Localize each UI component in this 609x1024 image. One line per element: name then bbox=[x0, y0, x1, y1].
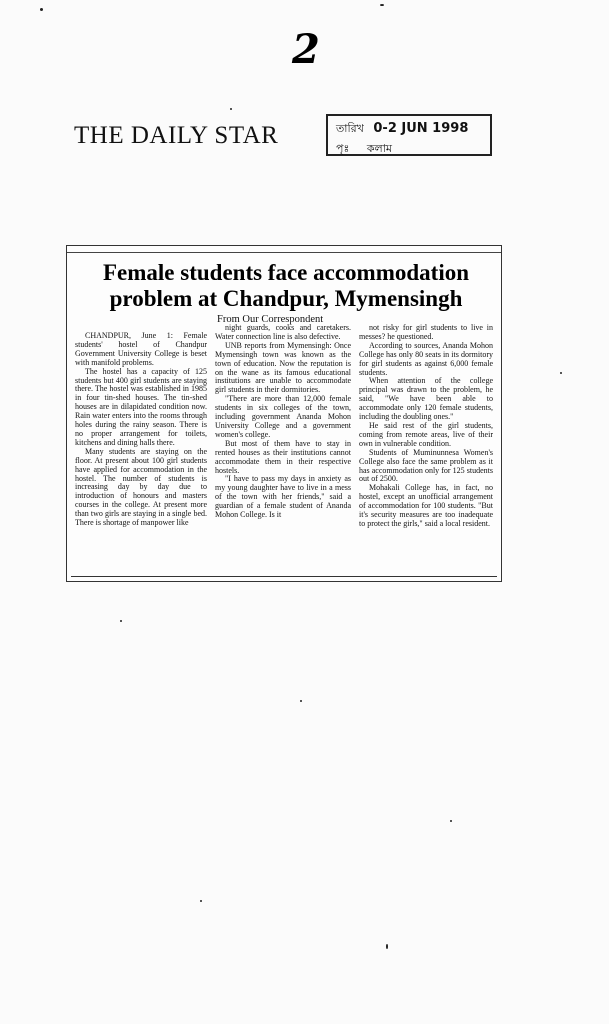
stamp-date-value: 0-2 JUN 1998 bbox=[373, 121, 469, 136]
news-clipping bbox=[66, 245, 502, 582]
scan-speck bbox=[380, 4, 384, 6]
paragraph: "I have to pass my days in anxiety as my young daughter have to live in a mess of the town with her friends," said a guardian of a female student of Ananda Mohon College. Is it bbox=[215, 474, 351, 520]
paragraph: When attention of the college principal was drawn to the problem, he said, "We have been able to accommodate only 120 female students, including the doubling ones." bbox=[359, 376, 493, 422]
article-column-3 bbox=[359, 324, 493, 529]
paragraph: But most of them have to stay in rented houses as their institutions cannot accommodate them in their respective hostels. bbox=[215, 438, 351, 475]
article-headline bbox=[81, 260, 491, 312]
scan-speck bbox=[560, 372, 562, 374]
paragraph: "There are more than 12,000 female students in six colleges of the town, including government Ananda Mohon University College and a government women's college. bbox=[215, 394, 351, 439]
scan-speck bbox=[450, 820, 452, 822]
article-byline: From Our Correspondent bbox=[217, 314, 324, 325]
paragraph: Mohakali College has, in fact, no hostel, except an unofficial arrangement of accommodation for 100 students. "But it's security measures are too inadequate to protect the girls," said a local resident. bbox=[359, 483, 493, 528]
headline-line-1: Female students face accommodation bbox=[102, 260, 469, 285]
paragraph: UNB reports from Mymensingh: Once Mymensingh town was known as the town of education. Now the reputation is on the wane as its famous educational institutions are unable to accommodate girl students in their dormitories. bbox=[215, 340, 351, 395]
paragraph: Many students are staying on the floor. At present about 100 girl students have applied for accommodation in the hostel. The number of students is increasing day by day due to introduction of honours and masters courses in the college. At present more than two girls are staying in a single bed. There is shortage of manpower like bbox=[75, 446, 207, 528]
scan-speck bbox=[40, 8, 43, 11]
scan-speck bbox=[300, 700, 302, 702]
paragraph: not risky for girl students to live in messes? he questioned. bbox=[359, 323, 493, 341]
stamp-page-label: পৃঃ bbox=[336, 142, 350, 155]
scan-speck bbox=[120, 620, 122, 622]
paragraph: According to sources, Ananda Mohon College has only 80 seats in its dormitory for girl students as against 6,000 female students. bbox=[359, 340, 493, 377]
clipping-bottom-rule bbox=[71, 576, 497, 577]
paragraph: CHANDPUR, June 1: Female students' hostel of Chandpur Government University College is beset with manifold problems. bbox=[75, 331, 207, 367]
paragraph: The hostel has a capacity of 125 students but 400 girl students are staying there. The hostel was established in 1985 in four tin-shed houses. The tin-shed houses are in dilapidated condition now. Rain water enters into the rooms through holes during the rainy season. There is no proper arrangement for toilets, kitchens and dining halls there. bbox=[75, 366, 207, 447]
page-number: 2 bbox=[292, 26, 320, 73]
paragraph: night guards, cooks and caretakers. Water connection line is also defective. bbox=[215, 323, 351, 341]
scan-speck bbox=[230, 108, 232, 110]
clipping-rule bbox=[67, 252, 501, 253]
paragraph: He said rest of the girl students, coming from remote areas, live of their own in vulnerable condition. bbox=[359, 420, 493, 448]
scan-speck bbox=[200, 900, 202, 902]
masthead: THE DAILY STAR bbox=[74, 122, 279, 149]
stamp-date-label: তারিখ bbox=[336, 122, 364, 135]
article-column-2 bbox=[215, 324, 351, 520]
paragraph: Students of Muminunnesa Women's College also face the same problem as it has accommodation only for 125 students out of 2500. bbox=[359, 447, 493, 484]
stamp-column-label: কলাম bbox=[366, 142, 393, 155]
scan-speck bbox=[386, 944, 388, 949]
date-stamp bbox=[326, 114, 492, 156]
article-column-1 bbox=[75, 332, 207, 528]
headline-line-2: problem at Chandpur, Mymensingh bbox=[109, 286, 463, 311]
